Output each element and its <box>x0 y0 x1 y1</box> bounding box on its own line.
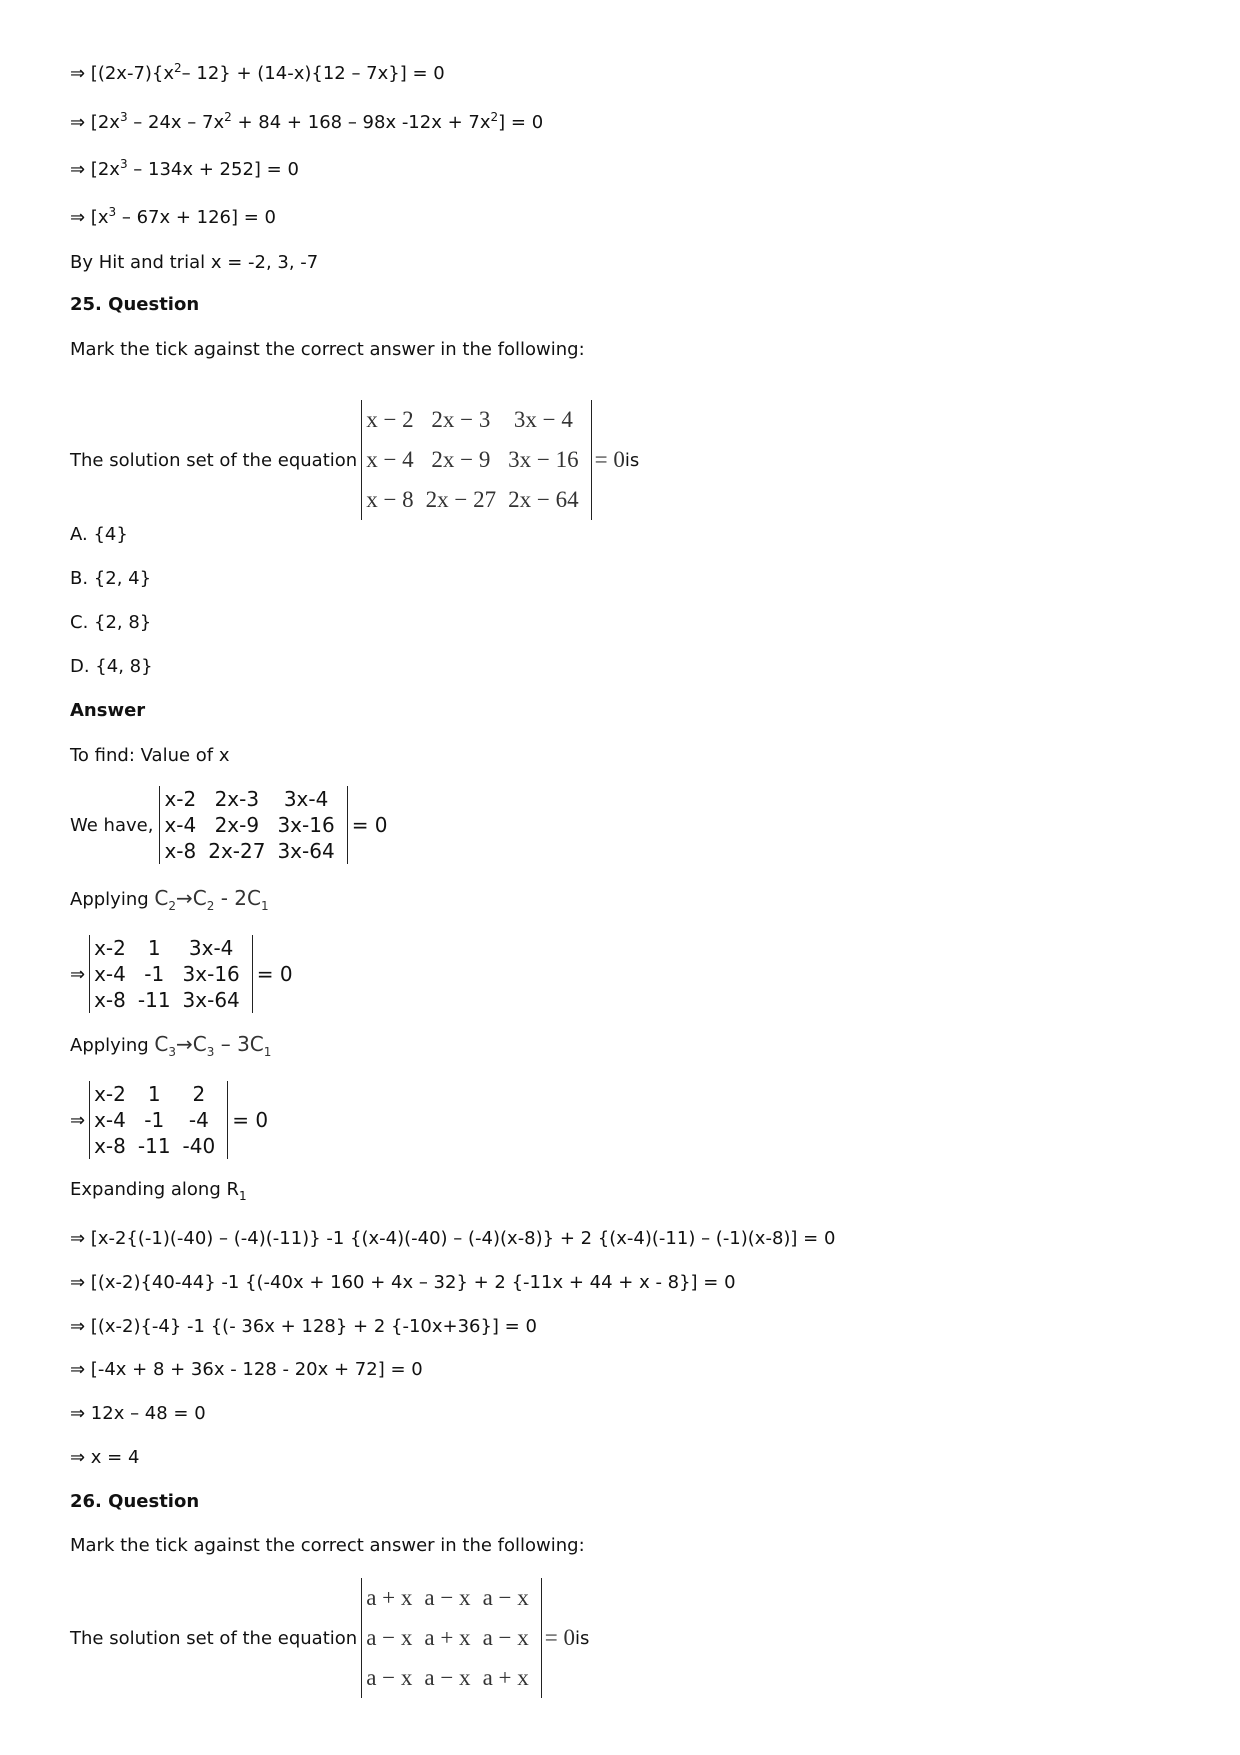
cell: x-4 <box>94 962 126 986</box>
equals-zero: = 0 <box>256 962 293 986</box>
cell: a − x <box>482 1585 529 1610</box>
prompt: The solution set of the equation <box>70 1627 358 1649</box>
column-operation: $C_2\to C_2 - 2C_1$ <box>154 886 269 913</box>
equals-zero: = 0 <box>351 813 388 837</box>
step-line: ⇒ 12x – 48 = 0 <box>70 1403 206 1424</box>
step-line: ⇒ [x-2{(-1)(-40) – (-4)(-11)} -1 {(x-4)(-40) – (-4)(x-8)} + 2 {(x-4)(-11) – (-1)(x-8)] = 0 <box>70 1228 836 1249</box>
cell: x-2 <box>94 936 126 960</box>
cell: x-4 <box>164 813 197 837</box>
option-b: B. {2, 4} <box>70 568 152 589</box>
answer-heading: Answer <box>70 700 146 721</box>
determinant <box>89 1081 228 1159</box>
text: – 134x + 252] = 0 <box>127 159 299 180</box>
option-a: A. {4} <box>70 524 128 545</box>
text: – 12} + (14-x){12 – 7x}] = 0 <box>181 63 445 84</box>
step-2-equation <box>70 1081 268 1159</box>
cell: a + x <box>366 1585 413 1610</box>
cell: 1 <box>147 1082 161 1106</box>
question-25-instruction: Mark the tick against the correct answer in the following: <box>70 339 585 360</box>
cell: 2x − 27 <box>425 487 497 512</box>
cell: x-2 <box>164 787 197 811</box>
cell: 2x − 64 <box>508 487 579 512</box>
cell: 3x-64 <box>182 988 240 1012</box>
text: ⇒ [2x <box>70 112 120 133</box>
question-25-equation <box>70 400 639 520</box>
prompt: The solution set of the equation <box>70 449 358 471</box>
expanding-text: Expanding along $R_1$ <box>70 1179 247 1203</box>
cell: 3x − 4 <box>513 407 573 432</box>
cell: x − 4 <box>366 447 414 472</box>
cell: a − x <box>366 1625 413 1650</box>
column-operation: $C_3\to C_3 - 3C_1$ <box>154 1032 272 1059</box>
equation-line <box>70 158 299 182</box>
cell: 3x-16 <box>182 962 240 986</box>
question-26-instruction: Mark the tick against the correct answer in the following: <box>70 1535 585 1556</box>
cell: 2x-9 <box>214 813 260 837</box>
cell: x − 2 <box>366 407 414 432</box>
cell: -4 <box>188 1108 209 1132</box>
cell: x-2 <box>94 1082 126 1106</box>
hit-trial-text: By Hit and trial x = -2, 3, -7 <box>70 252 319 273</box>
text: – 24x – 7x <box>127 112 225 133</box>
superscript: 2 <box>224 110 232 124</box>
option-c: C. {2, 8} <box>70 612 152 633</box>
text: ⇒ [(2x-7){x <box>70 63 175 84</box>
cell: 3x-64 <box>277 839 335 863</box>
question-25-title: 25. Question <box>70 294 200 315</box>
equation-line <box>70 62 445 86</box>
superscript: 3 <box>108 205 117 219</box>
step-line: ⇒ [(x-2){-4} -1 {(- 36x + 128} + 2 {-10x+36}] = 0 <box>70 1316 537 1337</box>
cell: a − x <box>424 1585 471 1610</box>
cell: 2x − 3 <box>431 407 491 432</box>
text: ] = 0 <box>498 112 544 133</box>
cell: x-8 <box>164 839 197 863</box>
cell: 3x-4 <box>188 936 234 960</box>
cell: a + x <box>482 1665 529 1690</box>
text: Applying <box>70 889 155 910</box>
cell: 2x − 9 <box>431 447 491 472</box>
equals-zero: = 0 <box>232 1108 269 1132</box>
cell: a − x <box>366 1665 413 1690</box>
step-line: ⇒ [(x-2){40-44} -1 {(-40x + 160 + 4x – 32} + 2 {-11x + 44 + x - 8}] = 0 <box>70 1272 736 1293</box>
cell: x-8 <box>94 988 126 1012</box>
cell: 2x-27 <box>208 839 266 863</box>
step-1-equation <box>70 935 293 1013</box>
text: ⇒ [2x <box>70 159 120 180</box>
implies-arrow: ⇒ <box>70 1109 86 1131</box>
step-line: ⇒ x = 4 <box>70 1447 140 1468</box>
cell: 3x-4 <box>283 787 329 811</box>
cell: a − x <box>424 1665 471 1690</box>
cell: -1 <box>144 962 165 986</box>
text: + 84 + 168 – 98x -12x + 7x <box>231 112 491 133</box>
cell: 2x-3 <box>214 787 260 811</box>
implies-arrow: ⇒ <box>70 963 86 985</box>
cell: 3x − 16 <box>508 447 579 472</box>
cell: 1 <box>147 936 161 960</box>
equation-line <box>70 206 276 230</box>
superscript: 2 <box>490 110 499 124</box>
cell: -11 <box>137 1134 171 1158</box>
cell: -11 <box>137 988 171 1012</box>
superscript: 3 <box>119 157 128 171</box>
step-line: ⇒ [-4x + 8 + 36x - 128 - 20x + 72] = 0 <box>70 1359 423 1380</box>
cell: -40 <box>182 1134 216 1158</box>
cell: x-4 <box>94 1108 126 1132</box>
question-26-title: 26. Question <box>70 1491 200 1512</box>
applying-step-1 <box>70 886 269 912</box>
cell: 2 <box>192 1082 206 1106</box>
cell: a − x <box>482 1625 529 1650</box>
superscript: 3 <box>119 110 128 124</box>
to-find-text: To find: Value of x <box>70 745 230 766</box>
text: ⇒ [x <box>70 207 109 228</box>
applying-step-2 <box>70 1032 271 1058</box>
determinant <box>89 935 253 1013</box>
superscript: 2 <box>174 61 182 75</box>
equals-zero: = 0 <box>594 447 625 472</box>
text: is <box>574 1627 590 1649</box>
we-have-equation <box>70 786 388 864</box>
text: is <box>624 449 640 471</box>
option-d: D. {4, 8} <box>70 656 153 677</box>
cell: x − 8 <box>366 487 414 512</box>
equation-line <box>70 111 543 135</box>
question-26-equation <box>70 1578 589 1698</box>
text: – 67x + 126] = 0 <box>116 207 277 228</box>
cell: x-8 <box>94 1134 126 1158</box>
determinant <box>159 786 347 864</box>
text: Applying <box>70 1035 155 1056</box>
determinant <box>361 400 591 520</box>
determinant <box>361 1578 542 1698</box>
equals-zero: = 0 <box>544 1625 575 1650</box>
cell: -1 <box>144 1108 165 1132</box>
text: We have, <box>70 814 154 836</box>
cell: a + x <box>424 1625 471 1650</box>
cell: 3x-16 <box>277 813 335 837</box>
